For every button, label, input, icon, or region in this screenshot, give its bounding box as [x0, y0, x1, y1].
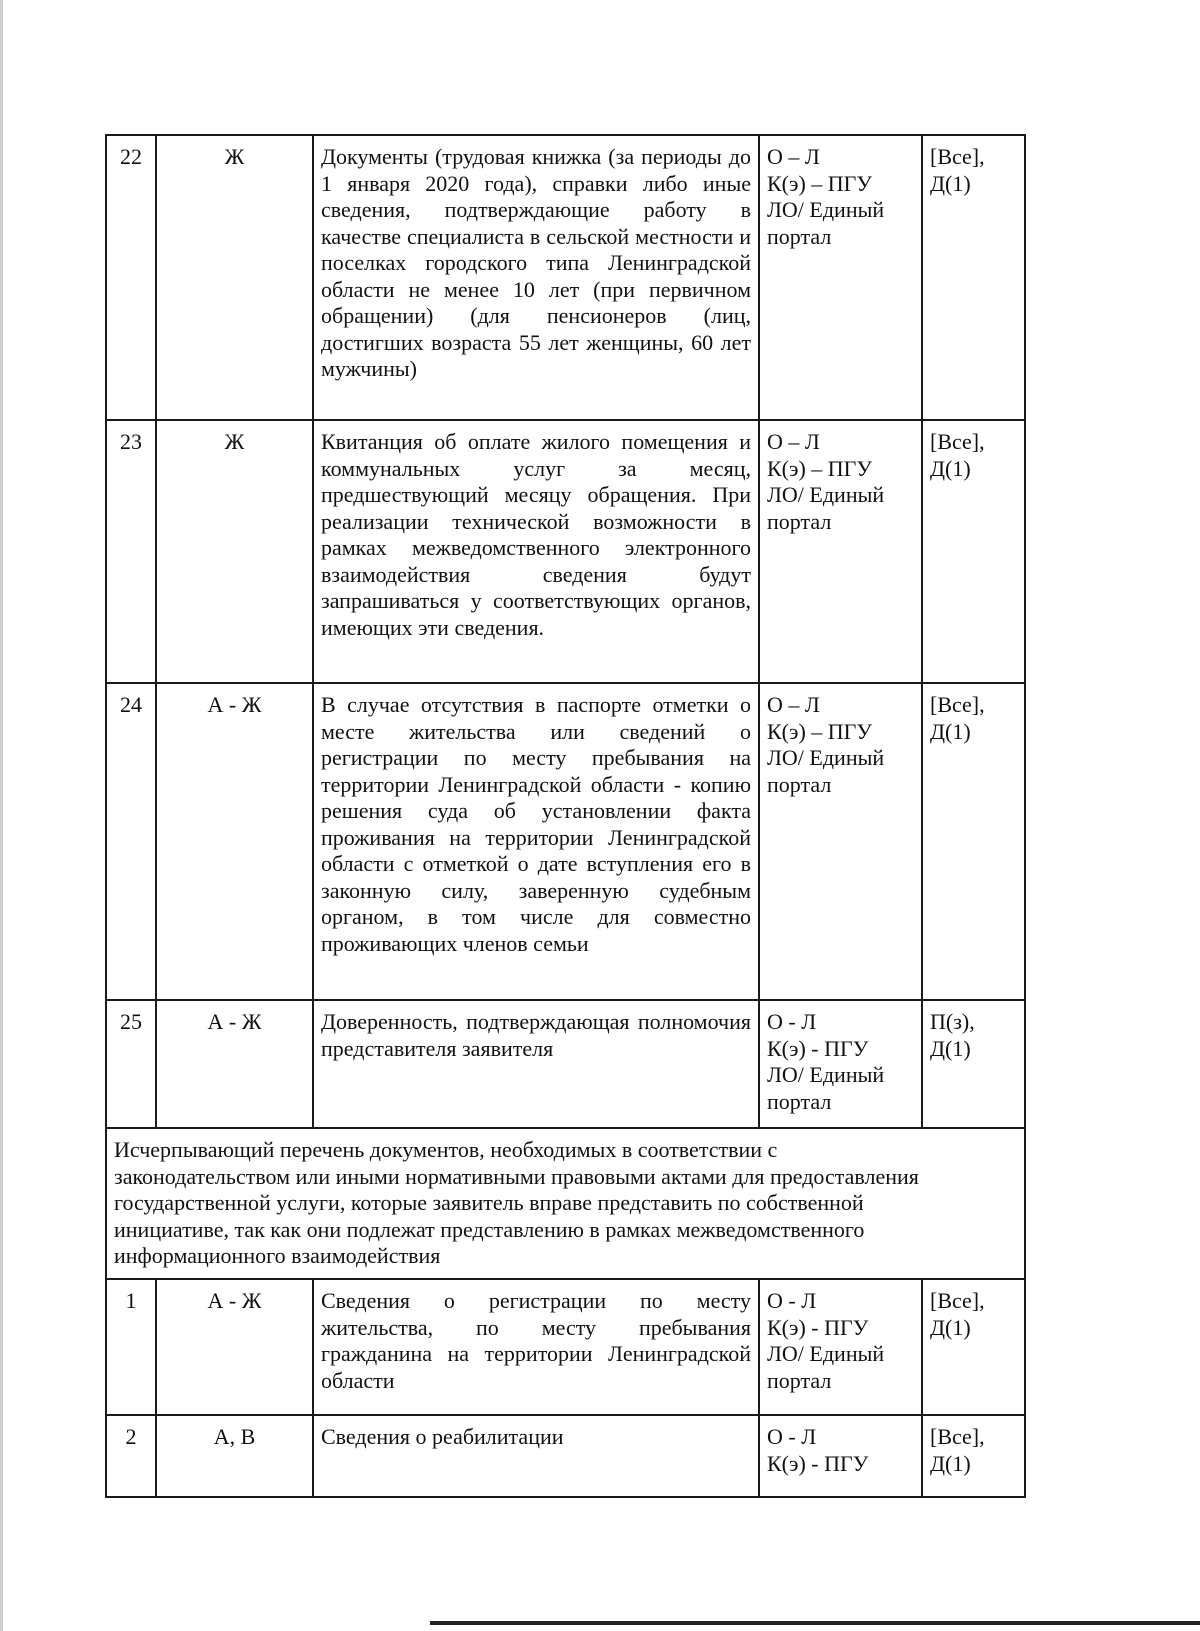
- applicant-category: А - Ж: [156, 1279, 313, 1415]
- row-number: 22: [106, 135, 156, 420]
- condition-code: [922, 1000, 1025, 1128]
- section-heading-line: Исчерпывающий перечень документов, необходимых в соответствии с: [114, 1137, 778, 1162]
- source-line: ЛО/ Единый: [767, 482, 885, 507]
- source-line: К(э) - ПГУ: [767, 1450, 869, 1476]
- condition-line: [Все],: [930, 144, 985, 169]
- documents-table: [105, 134, 1026, 1498]
- submission-method: [759, 135, 922, 420]
- table-row: [106, 420, 1025, 683]
- source-line: портал: [767, 771, 832, 797]
- condition-line: Д(1): [930, 1450, 971, 1476]
- source-line: ЛО/ Единый: [767, 197, 885, 222]
- source-line: О – Л: [767, 144, 820, 169]
- section-heading-row: [106, 1128, 1025, 1279]
- condition-line: Д(1): [930, 1035, 971, 1061]
- source-line: ЛО/ Единый: [767, 1062, 885, 1087]
- submission-method: [759, 420, 922, 683]
- condition-line: Д(1): [930, 455, 971, 481]
- source-line: О - Л: [767, 1009, 817, 1034]
- section-heading-line: государственной услуги, которые заявитель вправе представить по собственной: [114, 1190, 864, 1215]
- source-line: К(э) – ПГУ: [767, 170, 872, 196]
- submission-method: [759, 1000, 922, 1128]
- condition-code: [922, 1415, 1025, 1497]
- row-number: 25: [106, 1000, 156, 1128]
- applicant-category: А - Ж: [156, 683, 313, 1000]
- condition-line: [Все],: [930, 1424, 985, 1449]
- document-description: Сведения о регистрации по месту жительства, по месту пребывания гражданина на территории Ленинградской области: [313, 1279, 759, 1415]
- condition-line: [Все],: [930, 1288, 985, 1313]
- condition-code: [922, 683, 1025, 1000]
- section-heading-line: информационного взаимодействия: [114, 1243, 441, 1268]
- condition-line: Д(1): [930, 718, 971, 744]
- document-description: Квитанция об оплате жилого помещения и коммунальных услуг за месяц, предшествующий месяцу обращения. При реализации технической возможности в рамках межведомственного электронного взаимодействия сведения будут запрашиваться у соответствующих органов, имеющих эти сведения.: [313, 420, 759, 683]
- table-row: [106, 1000, 1025, 1128]
- condition-line: П(з),: [930, 1009, 975, 1034]
- condition-code: [922, 1279, 1025, 1415]
- submission-method: [759, 1415, 922, 1497]
- table-row: [106, 683, 1025, 1000]
- condition-code: [922, 420, 1025, 683]
- section-heading-line: законодательством или иными нормативными правовыми актами для предоставления: [114, 1163, 919, 1189]
- row-number: 2: [106, 1415, 156, 1497]
- source-line: ЛО/ Единый: [767, 745, 885, 770]
- submission-method: [759, 1279, 922, 1415]
- condition-code: [922, 135, 1025, 420]
- applicant-category: А, В: [156, 1415, 313, 1497]
- source-line: О - Л: [767, 1288, 817, 1313]
- source-line: К(э) – ПГУ: [767, 455, 872, 481]
- section-heading: [106, 1128, 1025, 1279]
- applicant-category: Ж: [156, 420, 313, 683]
- table-row: [106, 1279, 1025, 1415]
- section-heading-line: инициативе, так как они подлежат представлению в рамках межведомственного: [114, 1216, 865, 1242]
- source-line: портал: [767, 1088, 832, 1114]
- source-line: портал: [767, 508, 832, 534]
- row-number: 24: [106, 683, 156, 1000]
- document-description: Документы (трудовая книжка (за периоды до 1 января 2020 года), справки либо иные сведения, подтверждающие работу в качестве специалиста в сельской местности и поселках городского типа Ленинградской области не менее 10 лет (при первичном обращении) (для пенсионеров (лиц, достигших возраста 55 лет женщины, 60 лет мужчины): [313, 135, 759, 420]
- source-line: О – Л: [767, 429, 820, 454]
- condition-line: [Все],: [930, 429, 985, 454]
- source-line: К(э) - ПГУ: [767, 1035, 869, 1061]
- source-line: О - Л: [767, 1424, 817, 1449]
- scan-bottom-edge: [430, 1621, 1200, 1625]
- table-row: [106, 135, 1025, 420]
- applicant-category: Ж: [156, 135, 313, 420]
- document-description: В случае отсутствия в паспорте отметки о месте жительства или сведений о регистрации по месту пребывания на территории Ленинградской области - копию решения суда об установлении факта проживания на территории Ленинградской области с отметкой о дате вступления его в законную силу, заверенную судебным органом, в том числе для совместно проживающих членов семьи: [313, 683, 759, 1000]
- source-line: К(э) - ПГУ: [767, 1314, 869, 1340]
- condition-line: Д(1): [930, 1314, 971, 1340]
- document-description: Сведения о реабилитации: [313, 1415, 759, 1497]
- scan-edge: [0, 0, 3, 1631]
- applicant-category: А - Ж: [156, 1000, 313, 1128]
- row-number: 1: [106, 1279, 156, 1415]
- table-row: [106, 1415, 1025, 1497]
- row-number: 23: [106, 420, 156, 683]
- source-line: О – Л: [767, 692, 820, 717]
- submission-method: [759, 683, 922, 1000]
- condition-line: [Все],: [930, 692, 985, 717]
- source-line: ЛО/ Единый: [767, 1341, 885, 1366]
- document-description: Доверенность, подтверждающая полномочия представителя заявителя: [313, 1000, 759, 1128]
- source-line: портал: [767, 1367, 832, 1393]
- source-line: К(э) – ПГУ: [767, 718, 872, 744]
- source-line: портал: [767, 223, 832, 249]
- condition-line: Д(1): [930, 170, 971, 196]
